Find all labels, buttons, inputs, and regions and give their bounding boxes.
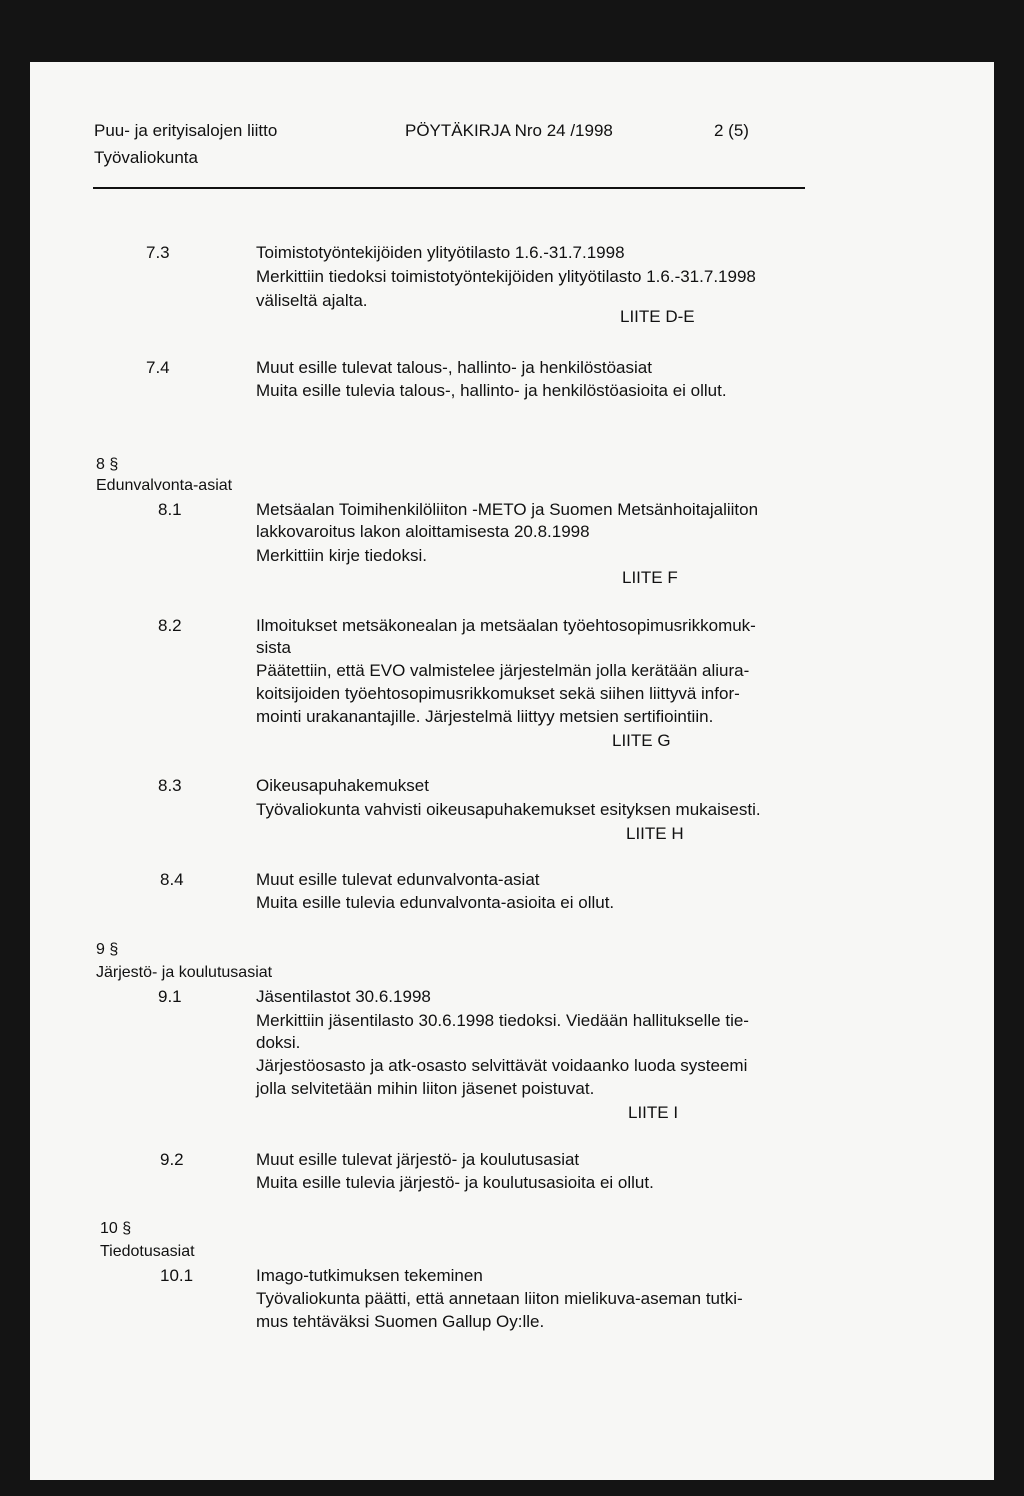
item-number: 7.4: [146, 358, 170, 377]
item-heading: Ilmoitukset metsäkonealan ja metsäalan työehtosopimusrikkomuk-: [256, 616, 756, 635]
item-number: 10.1: [160, 1266, 194, 1285]
item-heading: Toimistotyöntekijöiden ylityötilasto 1.6.-31.7.1998: [256, 243, 625, 262]
item-number: 8.3: [158, 776, 182, 795]
committee-name: Työvaliokunta: [94, 148, 198, 167]
item-text: väliseltä ajalta.: [256, 291, 368, 310]
header-rule: [93, 187, 805, 189]
item-heading: Muut esille tulevat talous-, hallinto- ja henkilöstöasiat: [256, 358, 652, 377]
section-title: Järjestö- ja koulutusasiat: [96, 964, 273, 981]
document-title: PÖYTÄKIRJA Nro 24 /1998: [405, 121, 613, 140]
item-heading: Oikeusapuhakemukset: [256, 776, 429, 795]
item-heading: Muut esille tulevat järjestö- ja koulutusasiat: [256, 1150, 580, 1169]
attachment-label: LIITE D-E: [620, 307, 695, 326]
section-number: 10 §: [100, 1220, 132, 1237]
item-text: Työvaliokunta päätti, että annetaan liiton mielikuva-aseman tutki-: [256, 1289, 743, 1308]
item-number: 9.2: [160, 1150, 184, 1169]
item-heading: Metsäalan Toimihenkilöliiton -METO ja Suomen Metsänhoitajaliiton: [256, 500, 759, 519]
item-text: koitsijoiden työehtosopimusrikkomukset sekä siihen liittyvä infor-: [256, 684, 740, 703]
page-number: 2 (5): [714, 121, 749, 140]
item-text: Merkittiin kirje tiedoksi.: [256, 546, 427, 565]
item-heading: Jäsentilastot 30.6.1998: [256, 987, 431, 1006]
item-text: doksi.: [256, 1033, 301, 1052]
section-number: 8 §: [96, 456, 119, 473]
item-text: Työvaliokunta vahvisti oikeusapuhakemukset esityksen mukaisesti.: [256, 800, 761, 819]
attachment-label: LIITE G: [612, 731, 671, 750]
item-text: Muita esille tulevia talous-, hallinto- ja henkilöstöasioita ei ollut.: [256, 381, 727, 400]
attachment-label: LIITE F: [622, 568, 678, 587]
section-title: Tiedotusasiat: [100, 1243, 195, 1260]
attachment-label: LIITE H: [626, 824, 684, 843]
item-heading: Muut esille tulevat edunvalvonta-asiat: [256, 870, 540, 889]
organization-name: Puu- ja erityisalojen liitto: [94, 121, 278, 140]
item-text: jolla selvitetään mihin liiton jäsenet poistuvat.: [256, 1079, 595, 1098]
attachment-label: LIITE I: [628, 1103, 679, 1122]
item-number: 8.4: [160, 870, 184, 889]
item-text: Merkittiin jäsentilasto 30.6.1998 tiedoksi. Viedään hallitukselle tie-: [256, 1011, 749, 1030]
item-heading: lakkovaroitus lakon aloittamisesta 20.8.1998: [256, 522, 590, 541]
item-number: 8.1: [158, 500, 182, 519]
item-text: mus tehtäväksi Suomen Gallup Oy:lle.: [256, 1312, 545, 1331]
item-number: 9.1: [158, 987, 182, 1006]
item-text: mointi urakanantajille. Järjestelmä liittyy metsien sertifiointiin.: [256, 707, 714, 726]
section-number: 9 §: [96, 941, 119, 958]
section-title: Edunvalvonta-asiat: [96, 477, 233, 494]
item-number: 8.2: [158, 616, 182, 635]
item-text: Muita esille tulevia edunvalvonta-asioita ei ollut.: [256, 893, 615, 912]
item-text: Merkittiin tiedoksi toimistotyöntekijöiden ylityötilasto 1.6.-31.7.1998: [256, 267, 756, 286]
item-number: 7.3: [146, 243, 170, 262]
item-heading: Imago-tutkimuksen tekeminen: [256, 1266, 483, 1285]
item-heading: sista: [256, 638, 291, 657]
item-text: Päätettiin, että EVO valmistelee järjestelmän jolla kerätään aliura-: [256, 661, 750, 680]
item-text: Järjestöosasto ja atk-osasto selvittävät voidaanko luoda systeemi: [256, 1056, 748, 1075]
item-text: Muita esille tulevia järjestö- ja koulutusasioita ei ollut.: [256, 1173, 654, 1192]
